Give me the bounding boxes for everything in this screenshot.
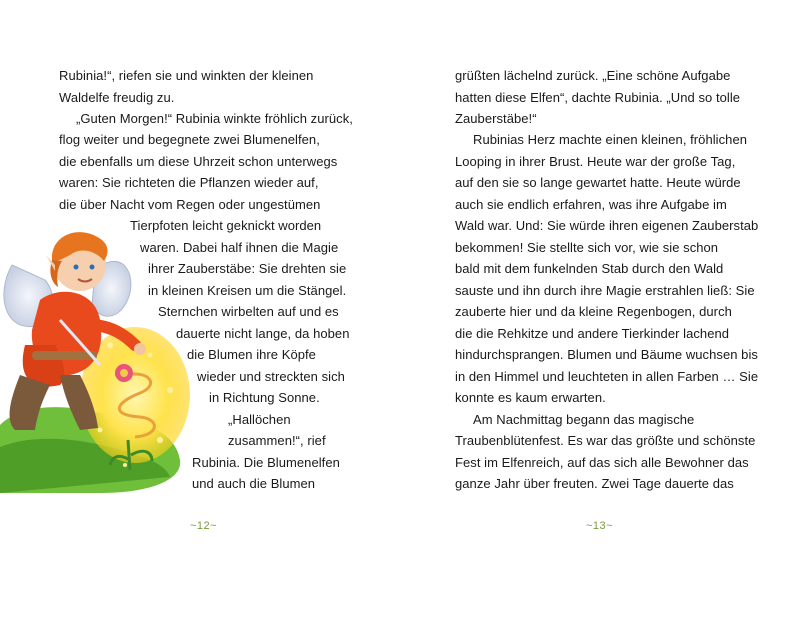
- text-line: flog weiter und begegnete zwei Blumenelfen,: [59, 132, 320, 147]
- text-line: „Guten Morgen!“ Rubinia winkte fröhlich zurück,: [76, 111, 353, 126]
- text-line: dauerte nicht lange, da hoben: [176, 326, 350, 341]
- text-line: Looping in ihrer Brust. Heute war der große Tag,: [455, 154, 736, 169]
- text-line: Waldelfe freudig zu.: [59, 90, 175, 105]
- text-line: zauberte hier und da kleine Regenbogen, durch: [455, 304, 732, 319]
- text-line: Traubenblütenfest. Es war das größte und schönste: [455, 433, 756, 448]
- text-line: und auch die Blumen: [192, 476, 316, 491]
- text-line: bekommen! Sie stellte sich vor, wie sie schon: [455, 240, 719, 255]
- text-line: konnte es kaum erwarten.: [455, 390, 606, 405]
- text-line: Am Nachmittag begann das magische: [473, 412, 695, 427]
- text-line: Rubinias Herz machte einen kleinen, fröhlichen: [473, 132, 748, 147]
- text-line: die Blumen ihre Köpfe: [187, 347, 316, 362]
- text-line: Sternchen wirbelten auf und es: [158, 304, 339, 319]
- text-line: Wald war. Und: Sie würde ihren eigenen Zauberstab: [455, 218, 759, 233]
- text-line: sauste und ihn durch ihre Magie erstrahlen ließ: Sie: [455, 283, 755, 298]
- text-line: in kleinen Kreisen um die Stängel.: [148, 283, 347, 298]
- text-line: hindurchsprangen. Blumen und Bäume wuchsen bis: [455, 347, 758, 362]
- text-line: die die Rehkitze und andere Tierkinder lachend: [455, 326, 730, 341]
- text-line: Rubinia!“, riefen sie und winkten der kleinen: [59, 68, 314, 83]
- text-line: ihrer Zauberstäbe: Sie drehten sie: [148, 261, 347, 276]
- page-number: ~12~: [190, 520, 218, 532]
- text-line: in den Himmel und leuchteten in allen Farben … Sie: [455, 369, 759, 384]
- text-line: in Richtung Sonne.: [209, 390, 320, 405]
- text-line: auch sie endlich erfahren, was ihre Aufgabe im: [455, 197, 727, 212]
- text-line: bald mit dem funkelnden Stab durch den Wald: [455, 261, 724, 276]
- text-line: Zauberstäbe!“: [455, 111, 537, 126]
- text-line: Rubinia. Die Blumenelfen: [192, 455, 340, 470]
- text-line: zusammen!“, rief: [228, 433, 326, 448]
- text-line: waren. Dabei half ihnen die Magie: [140, 240, 339, 255]
- text-line: waren: Sie richteten die Pflanzen wieder auf,: [59, 175, 319, 190]
- page-number: ~13~: [586, 520, 614, 532]
- right-page: [400, 0, 800, 640]
- text-line: auf den sie so lange gewartet hatte. Heute würde: [455, 175, 741, 190]
- text-line: grüßten lächelnd zurück. „Eine schöne Aufgabe: [455, 68, 731, 83]
- text-line: ganze Jahr über freuten. Zwei Tage dauerte das: [455, 476, 734, 491]
- text-line: wieder und streckten sich: [197, 369, 345, 384]
- text-line: Fest im Elfenreich, auf das sich alle Bewohner das: [455, 455, 749, 470]
- text-line: hatten diese Elfen“, dachte Rubinia. „Und so tolle: [455, 90, 741, 105]
- text-line: die ebenfalls um diese Uhrzeit schon unterwegs: [59, 154, 338, 169]
- text-line: Tierpfoten leicht geknickt worden: [130, 218, 322, 233]
- text-line: „Hallöchen: [228, 412, 291, 427]
- text-line: die über Nacht vom Regen oder ungestümen: [59, 197, 321, 212]
